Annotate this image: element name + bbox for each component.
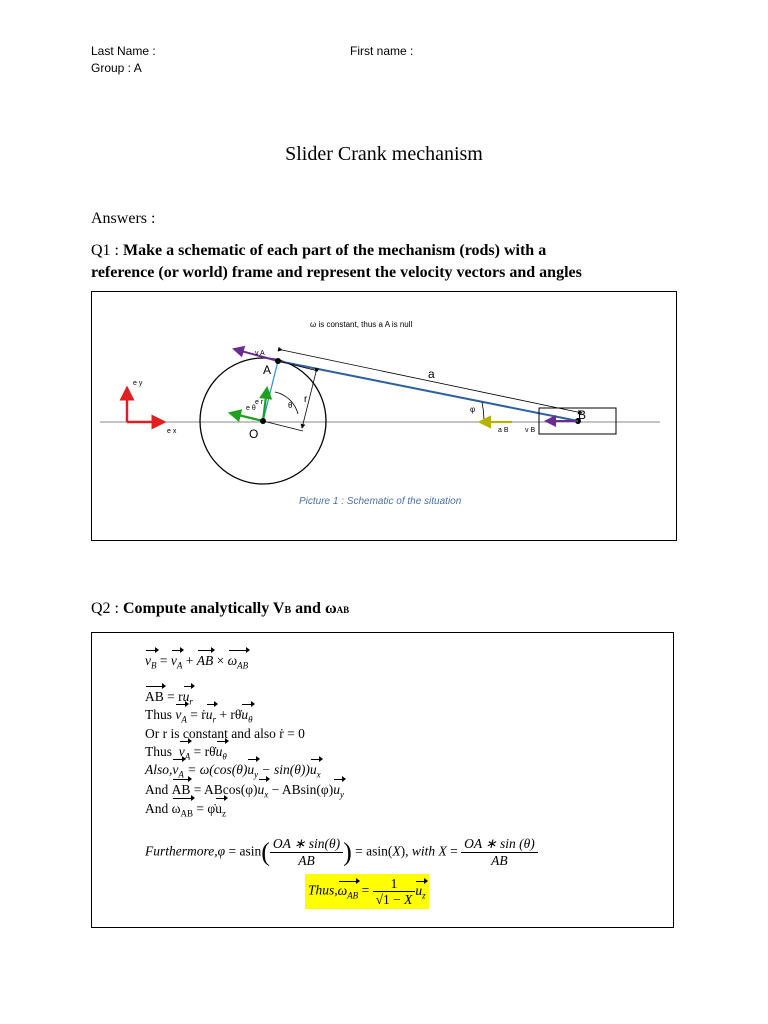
eq-result: $Thus,\omega_{AB}$ = $\frac{1}{√1 - X}$ $u_z$ — [305, 874, 429, 909]
o-point-label: O — [249, 427, 259, 441]
q2-prefix: Q2 : — [91, 600, 123, 617]
group-label: Group : A — [91, 61, 142, 75]
q1-text — [91, 240, 691, 284]
eq-and-word-2: And — [145, 801, 169, 816]
eq-thus-word-2: Thus — [145, 744, 172, 759]
theta-label: θ — [288, 401, 293, 410]
q1-line1: Make a schematic of each part of the mechanism (rods) with a — [123, 242, 547, 259]
note-text: ω is constant, thus a A is null — [310, 320, 413, 329]
ab-label: a B — [498, 427, 509, 434]
theta-arc — [275, 392, 298, 414]
first-name-label: First name : — [350, 44, 414, 58]
etheta-label: e θ — [246, 405, 256, 412]
eq-thus-word: Thus — [145, 707, 172, 722]
eq-thus-va2: Thus $v_A$ = $r\thetȧu_\theta$ — [145, 743, 227, 766]
dimension-a — [282, 350, 582, 413]
r-ext1 — [278, 361, 318, 371]
vb-label: v B — [525, 427, 536, 434]
eq-ab: AB = $ru_r$ — [145, 688, 193, 711]
q1-line2: reference (or world) frame and represent the velocity vectors and angles — [91, 264, 582, 281]
er-label: e r — [255, 399, 264, 406]
phi-arc — [482, 402, 484, 420]
q2-heading: Compute analytically V — [123, 600, 285, 617]
q2-sub-ab: AB — [336, 605, 350, 615]
eq-thus-it-word: Thus, — [308, 882, 338, 898]
eq-or: Or r is constant and also ṙ = 0 — [145, 726, 305, 741]
q2-omega: ω — [324, 600, 337, 617]
slider-crank-diagram — [92, 292, 676, 540]
q1-prefix: Q1 : — [91, 242, 123, 259]
q2-text — [91, 600, 349, 618]
point-a — [275, 358, 281, 364]
va-label: v A — [255, 350, 265, 357]
last-name-label: Last Name : — [91, 44, 156, 58]
eq-furthermore: Furthermore,φ = asin( $\frac{OA ∗ \sin(\theta)}{AB}$ ) = asin(X), with X = $\frac{OA ∗ \sin (\theta)}{AB}$ — [145, 836, 538, 869]
phi-label: φ — [470, 405, 476, 414]
figure-box — [91, 291, 677, 541]
ex-label: e x — [167, 428, 177, 435]
eq-and-omega: And $\omega_{AB}$ = $\varphi̇u_z$ — [145, 800, 226, 823]
b-point-label: B — [578, 408, 587, 422]
etheta-arrow — [230, 413, 263, 421]
eq-thus-va: Thus $v_A$ = ṙu$_r$ + $r\thetȧu_\theta$ — [145, 706, 253, 729]
eq-furthermore-word: Furthermore, — [145, 843, 218, 859]
ey-label: e y — [133, 380, 143, 387]
eq-also-word: Also, — [145, 762, 173, 777]
eq-vb: $v_B = v_A$ + AB × $\omega_{AB}$ — [145, 652, 248, 675]
page-title: Slider Crank mechanism — [285, 143, 483, 165]
r-label: r — [304, 394, 308, 405]
a-label: a — [428, 367, 435, 381]
eq-also: $Also,v_A = \omega(\cos(\theta)u_y - \sin(\theta))u_x$ — [145, 761, 321, 784]
q2-and: and — [291, 600, 325, 617]
q2-sub-b: B — [284, 605, 292, 616]
figure-caption: Picture 1 : Schematic of the situation — [299, 496, 462, 507]
answers-label: Answers : — [91, 210, 156, 227]
point-o — [260, 418, 266, 424]
eq-and-ab: And AB = $ABcos(\varphi)u_x - ABsin(\varphi)u_y$ — [145, 781, 344, 804]
a-point-label: A — [263, 363, 272, 377]
er-arrow — [263, 388, 267, 421]
eq-and-word: And — [145, 782, 169, 797]
eq-with-word: with — [411, 843, 436, 859]
